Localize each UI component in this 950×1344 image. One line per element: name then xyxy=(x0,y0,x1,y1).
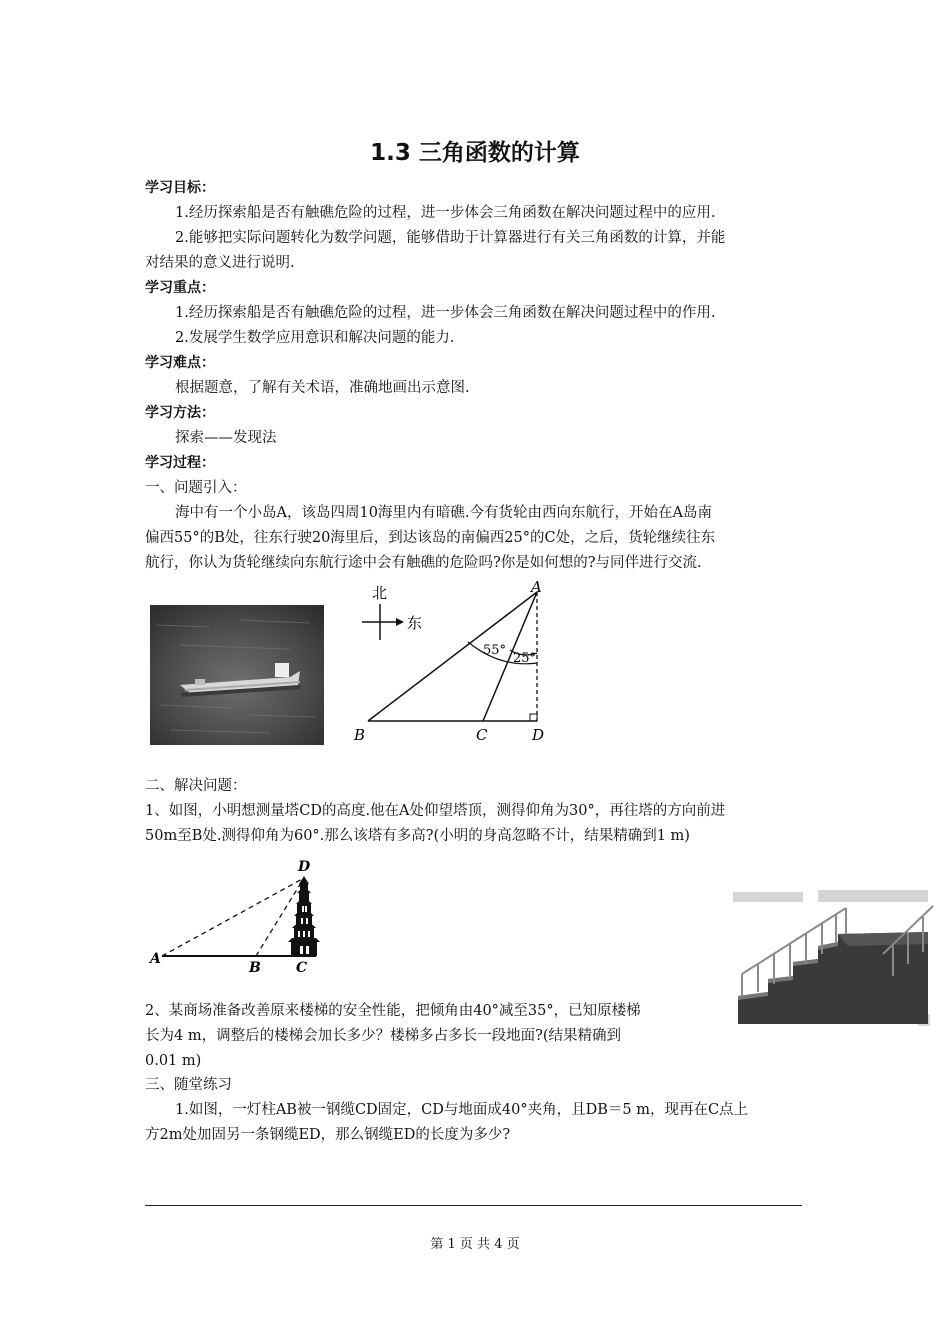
process-heading: 学习过程： xyxy=(145,455,215,471)
navigation-diagram xyxy=(350,578,560,750)
tower-diagram xyxy=(148,856,338,976)
tower-point-b-label: B xyxy=(249,960,261,976)
section-2-heading: 二、解决问题： xyxy=(145,778,247,794)
objective-1: 1.经历探索船是否有触礁危险的过程，进一步体会三角函数在解决问题过程中的应用. xyxy=(175,205,716,221)
difficulty-heading: 学习难点： xyxy=(145,355,215,371)
pagoda-icon xyxy=(288,876,320,956)
section-1-heading: 一、问题引入： xyxy=(145,480,247,496)
objective-2b: 对结果的意义进行说明. xyxy=(145,255,295,271)
point-c-label: C xyxy=(476,726,488,744)
point-a-label: A xyxy=(531,578,542,596)
exercise-1-line-2: 方2m处加固另一条钢缆ED，那么钢缆ED的长度为多少? xyxy=(145,1127,511,1143)
exercise-1-line-1: 1.如图，一灯柱AB被一钢缆CD固定，CD与地面成40°夹角，且DB＝5 m，现再在C点上 xyxy=(175,1102,749,1118)
keypoints-heading: 学习重点： xyxy=(145,280,215,296)
objectives-heading: 学习目标： xyxy=(145,180,215,196)
objective-2a: 2.能够把实际问题转化为数学问题，能够借助于计算器进行有关三角函数的计算，并能 xyxy=(175,230,726,246)
point-d-label: D xyxy=(532,726,545,744)
compass-icon xyxy=(362,604,404,640)
method-1: 探索——发现法 xyxy=(175,430,277,446)
page-title: 1.3 三角函数的计算 xyxy=(370,140,580,166)
problem-intro-line-3: 航行，你认为货轮继续向东航行途中会有触礁的危险吗?你是如何想的?与同伴进行交流. xyxy=(145,555,702,571)
problem-intro-line-2: 偏西55°的B处，往东行驶20海里后，到达该岛的南偏西25°的C处，之后，货轮继续往东 xyxy=(145,530,716,546)
question-1-line-1: 1、如图，小明想测量塔CD的高度.他在A处仰望塔顶，测得仰角为30°，再往塔的方向前进 xyxy=(145,803,726,819)
question-2-line-1: 2、某商场准备改善原来楼梯的安全性能，把倾角由40°减至35°，已知原楼梯 xyxy=(145,1003,641,1019)
ship-photo xyxy=(150,605,324,745)
method-heading: 学习方法： xyxy=(145,405,215,421)
staircase-photo xyxy=(728,884,938,1044)
tower-point-c-label: C xyxy=(296,960,308,976)
keypoint-2: 2.发展学生数学应用意识和解决问题的能力. xyxy=(175,330,455,346)
footer-divider xyxy=(145,1205,802,1206)
angle-55-label: 55° xyxy=(483,643,507,658)
north-label: 北 xyxy=(372,584,388,602)
angle-25-label: 25° xyxy=(513,651,537,666)
page-number: 第 1 页 共 4 页 xyxy=(430,1237,520,1252)
question-2-line-2: 长为4 m，调整后的楼梯会加长多少？楼梯多占多长一段地面?(结果精确到 xyxy=(145,1028,622,1044)
question-1-line-2: 50m至B处.测得仰角为60°.那么该塔有多高?(小明的身高忽略不计，结果精确到1 m) xyxy=(145,828,690,844)
question-2-line-3: 0.01 m) xyxy=(145,1053,202,1069)
tower-point-a-label: A xyxy=(150,951,161,967)
point-b-label: B xyxy=(354,726,366,744)
difficulty-1: 根据题意，了解有关术语，准确地画出示意图. xyxy=(175,380,470,396)
tower-point-d-label: D xyxy=(298,859,311,875)
problem-intro-line-1: 海中有一个小岛A，该岛四周10海里内有暗礁.今有货轮由西向东航行，开始在A岛南 xyxy=(175,505,712,521)
east-label: 东 xyxy=(407,614,423,632)
section-3-heading: 三、随堂练习 xyxy=(145,1077,232,1093)
keypoint-1: 1.经历探索船是否有触礁危险的过程，进一步体会三角函数在解决问题过程中的作用. xyxy=(175,305,716,321)
